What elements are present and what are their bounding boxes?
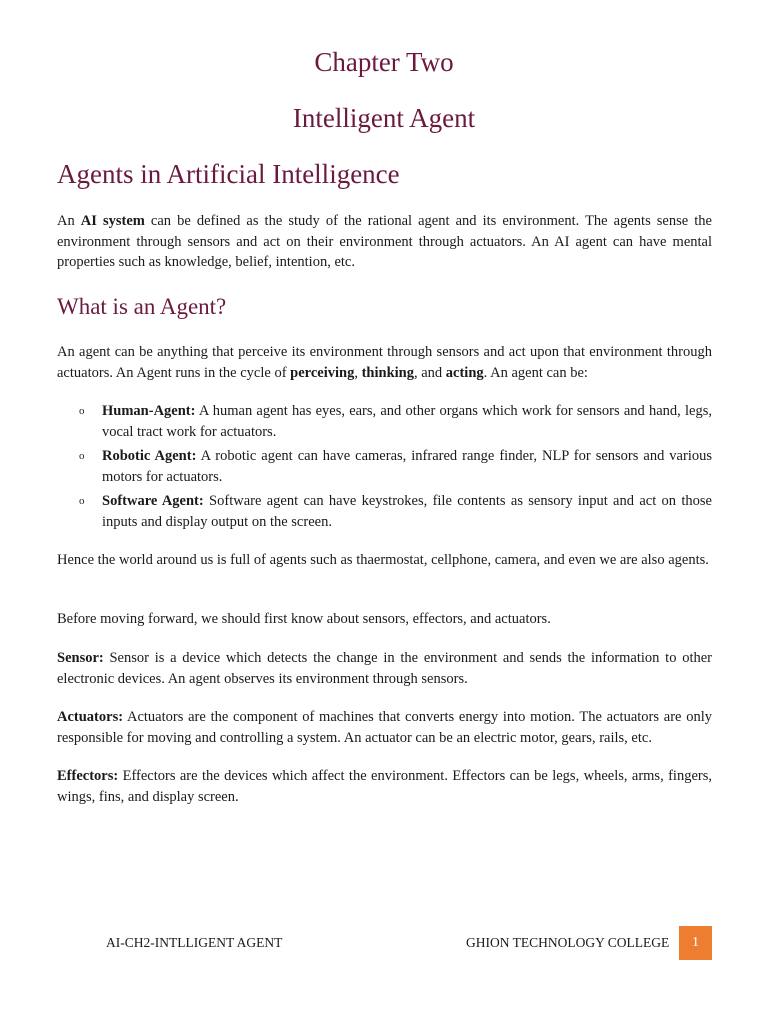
list-item-text: A robotic agent can have cameras, infrared range finder, NLP for sensors and various motors for actuators.	[102, 448, 712, 485]
chapter-subtitle: Intelligent Agent	[292, 103, 476, 133]
text: Sensor is a device which detects the change in the environment and sends the information to other electronic devices. An agent observes its environment through sensors.	[57, 650, 712, 687]
list-item-term: Human-Agent:	[102, 403, 196, 419]
text: can be defined as the study of the rational agent and its environment. The agents sense the environment through sensors and act on their environment through actuators. An AI agent can have mental properties such as knowledge, belief, intention, etc.	[57, 213, 712, 270]
list-item	[57, 446, 712, 487]
text: . An agent can be:	[483, 364, 588, 381]
list-item	[57, 401, 712, 442]
agent-types-list	[57, 401, 712, 536]
section-heading-agents-in-ai: Agents in Artificial Intelligence	[57, 159, 400, 189]
text: Effectors are the devices which affect the environment. Effectors can be legs, wheels, arms, fingers, wings, fins, and display screen.	[57, 768, 712, 805]
paragraph-sensor	[57, 648, 712, 689]
bold-term: AI system	[80, 213, 145, 229]
footer-course-label: AI-CH2-INTLLIGENT AGENT	[106, 935, 283, 950]
bullet-circle-icon: o	[79, 450, 85, 462]
text: An	[57, 213, 81, 229]
section-heading-what-is-agent: What is an Agent?	[57, 294, 227, 319]
text: An agent can be anything that perceive its environment through sensors and act upon that environment through actuators. An Agent runs in the cycle of	[57, 344, 712, 381]
bold-term: Effectors:	[57, 768, 119, 784]
paragraph-ai-system	[57, 211, 712, 273]
list-item-text: Software agent can have keystrokes, file contents as sensory input and act on those inputs and display output on the screen.	[102, 493, 712, 530]
list-item	[57, 491, 712, 532]
page-number-badge: 1	[679, 926, 712, 960]
chapter-title: Chapter Two	[314, 47, 454, 77]
bold-term: Actuators:	[57, 709, 124, 725]
bold-term: perceiving	[290, 364, 355, 381]
paragraph-actuators	[57, 707, 712, 748]
bold-term: acting	[445, 364, 484, 381]
footer-college-label: GHION TECHNOLOGY COLLEGE	[466, 935, 670, 950]
text: , and	[413, 364, 446, 381]
list-item-text: A human agent has eyes, ears, and other organs which work for sensors and hand, legs, vocal tract work for actuators.	[102, 403, 712, 440]
bullet-circle-icon: o	[79, 495, 85, 507]
text: ,	[354, 364, 362, 381]
bullet-circle-icon: o	[79, 405, 85, 417]
bold-term: thinking	[361, 364, 414, 381]
paragraph-hence: Hence the world around us is full of agents such as thaermostat, cellphone, camera, and even we are also agents.	[57, 552, 709, 568]
paragraph-agent-intro	[57, 342, 712, 383]
paragraph-effectors	[57, 766, 712, 807]
text: Actuators are the component of machines that converts energy into motion. The actuators are only responsible for moving and controlling a system. An actuator can be an electric motor, gears, rails, etc.	[57, 709, 712, 746]
paragraph-before-moving: Before moving forward, we should first know about sensors, effectors, and actuators.	[57, 611, 551, 627]
bold-term: Sensor:	[57, 650, 104, 666]
list-item-term: Robotic Agent:	[102, 448, 197, 464]
list-item-term: Software Agent:	[102, 493, 204, 509]
